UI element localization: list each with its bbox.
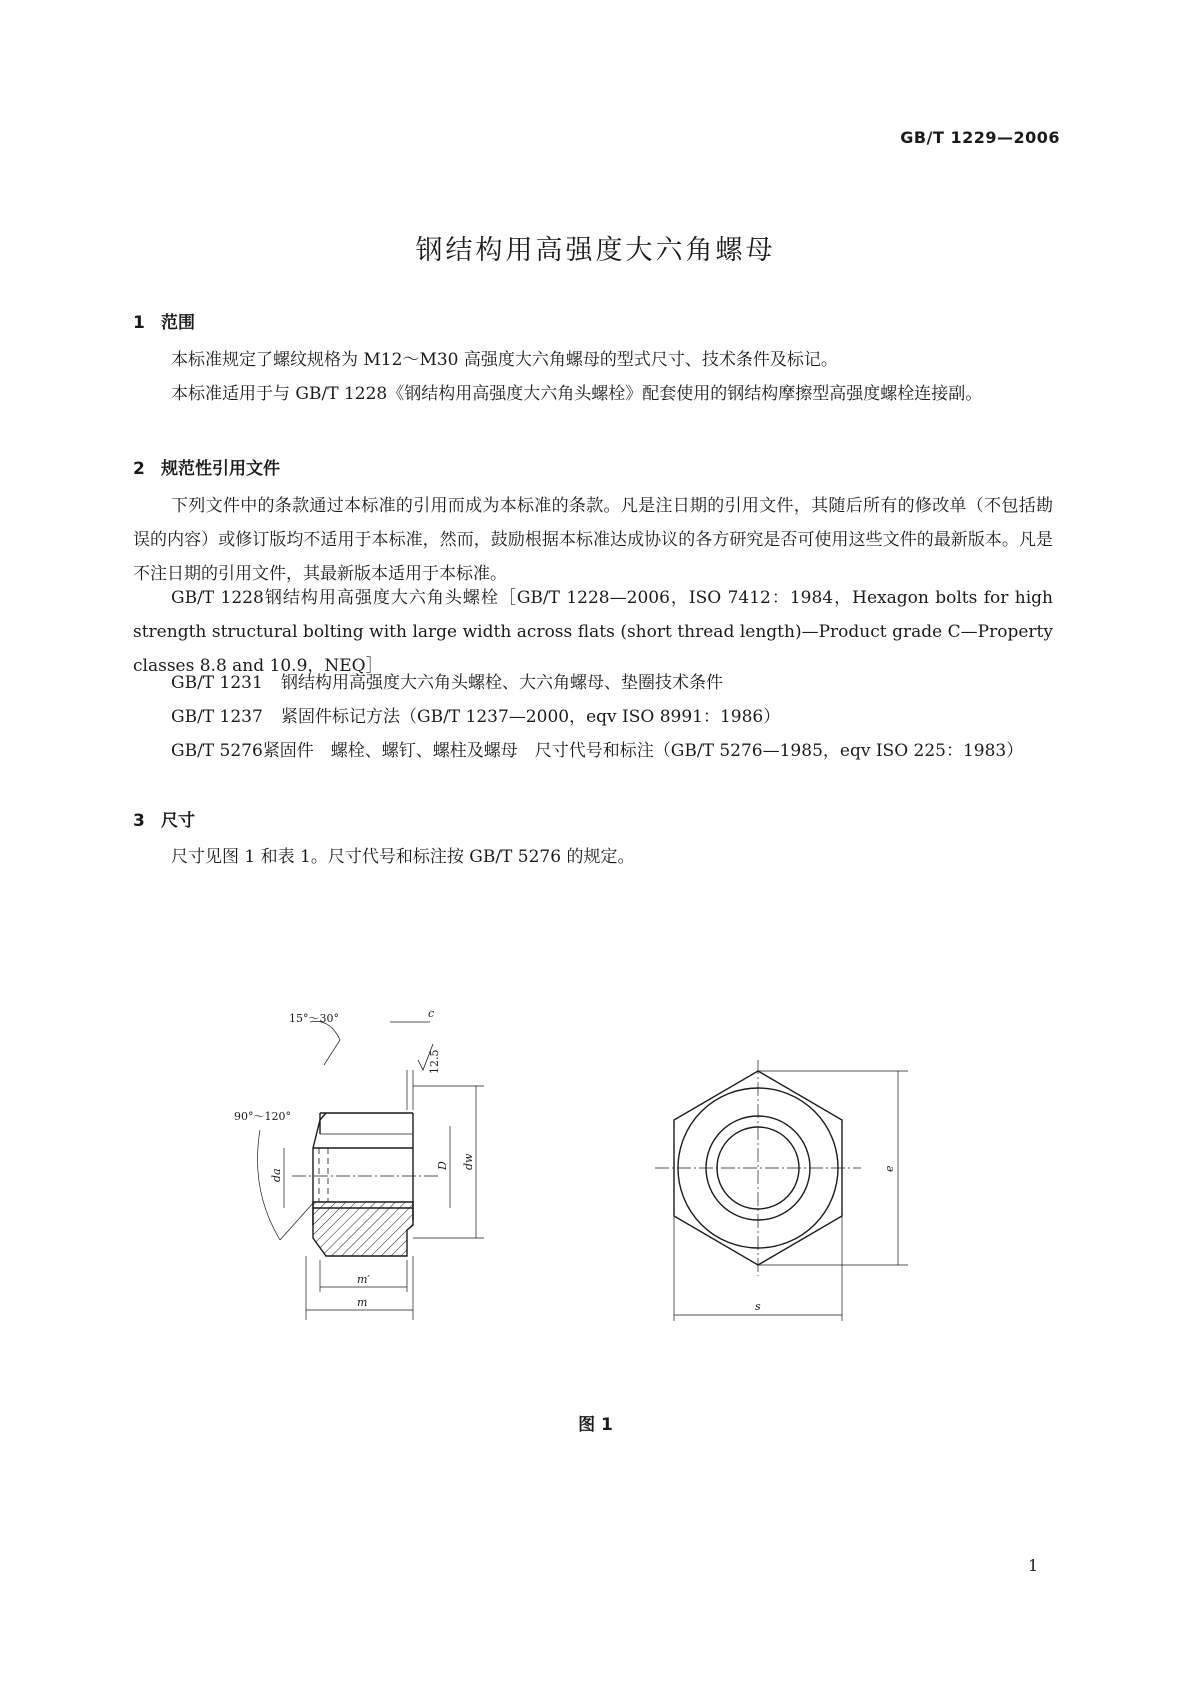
standard-number: GB/T 1229—2006 (900, 128, 1060, 147)
s-label: s (755, 1300, 761, 1313)
side-view (258, 1021, 485, 1320)
section-3-paragraph-1: 尺寸见图 1 和表 1。尺寸代号和标注按 GB/T 5276 的规定。 (171, 847, 635, 867)
roughness-value: 12.5 (428, 1049, 441, 1074)
dw-label: dw (462, 1153, 475, 1170)
D-label: D (436, 1161, 449, 1170)
c-label: c (428, 1007, 435, 1020)
section-number: 3 (133, 811, 145, 831)
document-title: 钢结构用高强度大六角螺母 (415, 235, 776, 266)
reference-item (133, 666, 1053, 700)
bearing-angle-label: 90°～120° (234, 1110, 291, 1123)
reference-item (133, 734, 1053, 768)
section-2-heading (133, 454, 280, 479)
m-label: m (357, 1296, 368, 1309)
reference-code: GB/T 1237 (171, 707, 263, 727)
chamfer-angle-label: 15°～30° (289, 1012, 339, 1025)
e-label: e (883, 1165, 896, 1172)
section-title: 规范性引用文件 (161, 459, 280, 479)
section-1-paragraph-1: 本标准规定了螺纹规格为 M12～M30 高强度大六角螺母的型式尺寸、技术条件及标记。 (171, 350, 838, 370)
reference-text: 紧固件 螺栓、螺钉、螺柱及螺母 尺寸代号和标注（GB/T 5276—1985，eqv ISO 225：1983） (262, 741, 1024, 761)
reference-text: 钢结构用高强度大六角头螺栓［GB/T 1228—2006，ISO 7412：1984，Hexagon bolts for high strength structural bolting with large width across flats (short thread length)—Product grade C—Property classes 8.8 and 10.9，NEQ］ (133, 588, 1053, 676)
section-title: 范围 (161, 313, 195, 333)
hatched-section (313, 1202, 413, 1256)
chamfer-angle-arc (310, 1021, 340, 1065)
section-1-paragraph-2: 本标准适用于与 GB/T 1228《钢结构用高强度大六角头螺栓》配套使用的钢结构摩擦型高强度螺栓连接副。 (171, 384, 983, 404)
reference-code: GB/T 1228 (171, 588, 264, 608)
reference-code: GB/T 1231 (171, 673, 263, 693)
top-view (655, 1060, 908, 1321)
figure-caption: 图 1 (578, 1415, 613, 1435)
section-number: 1 (133, 313, 145, 333)
reference-text: 紧固件标记方法（GB/T 1237—2000，eqv ISO 8991：1986） (281, 707, 781, 727)
m-prime-label: m′ (357, 1273, 370, 1286)
section-number: 2 (133, 459, 145, 479)
section-3-heading (133, 806, 195, 831)
bearing-angle-arc (258, 1130, 281, 1240)
page-number: 1 (1028, 1556, 1039, 1575)
da-label: da (270, 1168, 283, 1182)
figure-1-drawing (220, 1000, 1020, 1380)
section-1-heading (133, 308, 195, 333)
reference-item (133, 700, 1053, 734)
nut-drawing (220, 1000, 1020, 1380)
section-title: 尺寸 (161, 811, 195, 831)
reference-text: 钢结构用高强度大六角头螺栓、大六角螺母、垫圈技术条件 (281, 673, 723, 693)
reference-code: GB/T 5276 (171, 741, 263, 761)
section-2-intro: 下列文件中的条款通过本标准的引用而成为本标准的条款。凡是注日期的引用文件，其随后所有的修改单（不包括勘误的内容）或修订版均不适用于本标准，然而，鼓励根据本标准达成协议的各方研究是否可使用这些文件的最新版本。凡是不注日期的引用文件，其最新版本适用于本标准。 (133, 496, 1053, 584)
